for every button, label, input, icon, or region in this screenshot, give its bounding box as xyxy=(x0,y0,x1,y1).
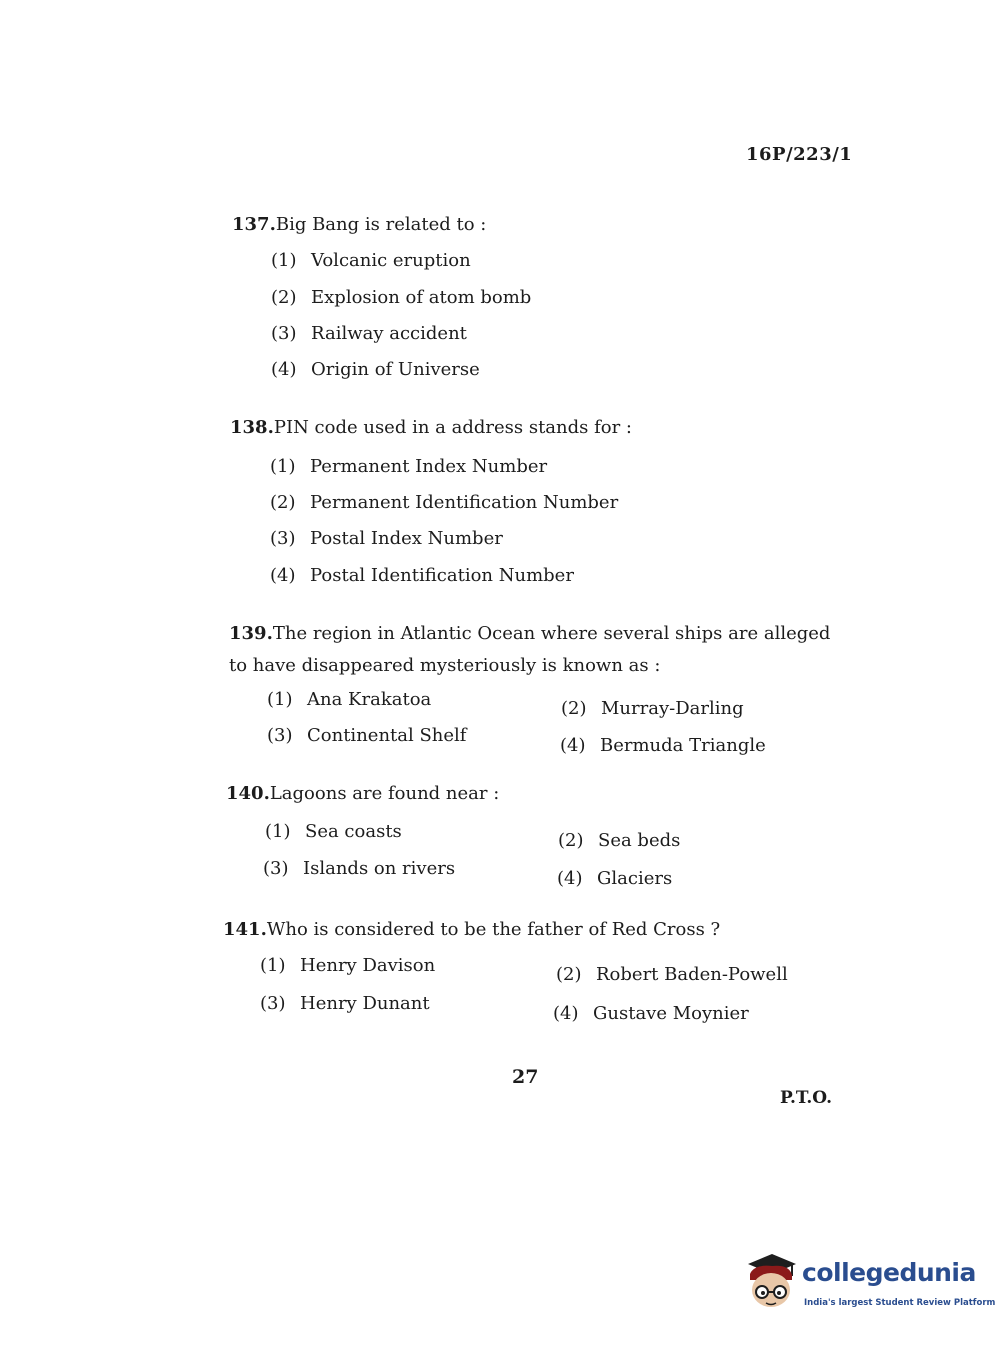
option-text: Henry Dunant xyxy=(300,993,430,1014)
option-number: (2) xyxy=(270,492,296,513)
question-stem xyxy=(229,618,849,682)
brand-tagline: India's largest Student Review Platform xyxy=(804,1298,996,1308)
option-3 xyxy=(270,528,503,549)
option-1 xyxy=(270,456,547,477)
question-number: 140. xyxy=(226,783,270,804)
option-number: (3) xyxy=(263,858,289,879)
option-text: Continental Shelf xyxy=(307,725,467,746)
pto-label: P.T.O. xyxy=(780,1088,832,1108)
collegedunia-mascot-icon xyxy=(742,1250,800,1312)
option-text: Volcanic eruption xyxy=(311,250,471,271)
option-number: (4) xyxy=(271,359,297,380)
question-stem xyxy=(226,778,866,810)
brand-name: collegedunia xyxy=(802,1258,976,1287)
option-3 xyxy=(260,993,430,1014)
option-2 xyxy=(271,287,531,308)
option-text: Islands on rivers xyxy=(303,858,456,879)
option-number: (3) xyxy=(260,993,286,1014)
option-text: Postal Identification Number xyxy=(310,565,574,586)
option-text: Bermuda Triangle xyxy=(600,735,766,756)
question-stem xyxy=(230,412,870,444)
question-text: The region in Atlantic Ocean where several ships are alleged to have disappeared mysteriously is known as : xyxy=(229,623,831,676)
paper-code: 16P/223/1 xyxy=(746,144,853,165)
question-text: PIN code used in a address stands for : xyxy=(273,417,632,438)
option-text: Railway accident xyxy=(311,323,467,344)
option-text: Explosion of atom bomb xyxy=(311,287,532,308)
option-number: (2) xyxy=(556,964,582,985)
option-number: (1) xyxy=(265,821,291,842)
option-text: Murray-Darling xyxy=(601,698,744,719)
question-text: Big Bang is related to : xyxy=(275,214,487,235)
option-number: (2) xyxy=(561,698,587,719)
option-number: (1) xyxy=(271,250,297,271)
page-number: 27 xyxy=(512,1066,539,1088)
option-3 xyxy=(267,725,466,746)
question-text: Lagoons are found near : xyxy=(269,783,500,804)
option-2 xyxy=(270,492,618,513)
question-number: 141. xyxy=(223,919,267,940)
option-number: (3) xyxy=(270,528,296,549)
option-4 xyxy=(553,1003,749,1024)
option-text: Sea beds xyxy=(598,830,681,851)
option-number: (4) xyxy=(553,1003,579,1024)
option-number: (1) xyxy=(260,955,286,976)
option-number: (4) xyxy=(270,565,296,586)
question-text: Who is considered to be the father of Red Cross ? xyxy=(266,919,721,940)
option-3 xyxy=(263,858,455,879)
option-text: Robert Baden-Powell xyxy=(596,964,788,985)
option-text: Gustave Moynier xyxy=(593,1003,749,1024)
option-text: Henry Davison xyxy=(300,955,436,976)
option-1 xyxy=(271,250,471,271)
option-text: Ana Krakatoa xyxy=(307,689,432,710)
option-number: (2) xyxy=(271,287,297,308)
option-2 xyxy=(556,964,788,985)
option-4 xyxy=(557,868,672,889)
option-text: Permanent Index Number xyxy=(310,456,548,477)
option-text: Sea coasts xyxy=(305,821,402,842)
option-4 xyxy=(560,735,766,756)
option-4 xyxy=(270,565,574,586)
question-stem xyxy=(232,209,872,241)
option-1 xyxy=(260,955,435,976)
option-number: (2) xyxy=(558,830,584,851)
option-1 xyxy=(267,689,431,710)
option-2 xyxy=(561,698,744,719)
question-number: 137. xyxy=(232,214,276,235)
option-text: Origin of Universe xyxy=(311,359,480,380)
option-number: (1) xyxy=(267,689,293,710)
option-1 xyxy=(265,821,402,842)
collegedunia-watermark xyxy=(742,1250,996,1320)
option-number: (1) xyxy=(270,456,296,477)
option-2 xyxy=(558,830,680,851)
option-number: (4) xyxy=(557,868,583,889)
option-text: Postal Index Number xyxy=(310,528,503,549)
option-number: (3) xyxy=(267,725,293,746)
option-3 xyxy=(271,323,467,344)
option-number: (4) xyxy=(560,735,586,756)
question-number: 138. xyxy=(230,417,274,438)
option-number: (3) xyxy=(271,323,297,344)
option-4 xyxy=(271,359,480,380)
option-text: Glaciers xyxy=(597,868,673,889)
question-number: 139. xyxy=(229,623,273,644)
option-text: Permanent Identification Number xyxy=(310,492,619,513)
question-stem xyxy=(223,914,863,946)
